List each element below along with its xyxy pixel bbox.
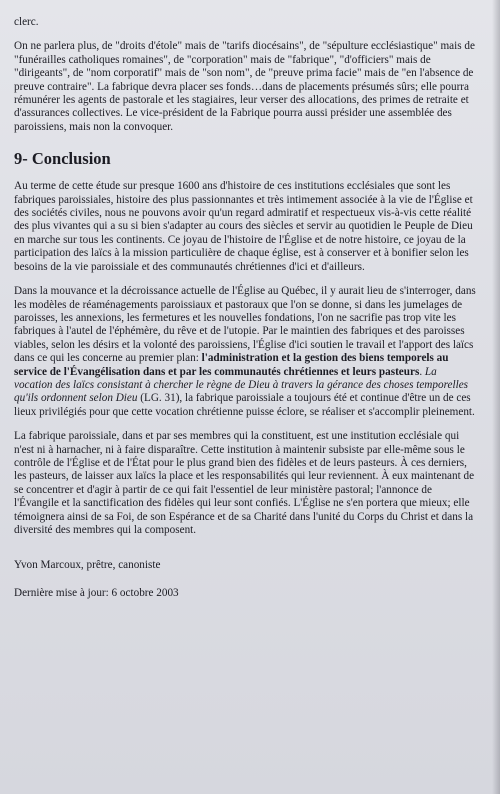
section-heading: 9- Conclusion bbox=[14, 149, 111, 169]
fragment-top: clerc. bbox=[14, 16, 39, 28]
paragraph-2-text-c: (LG. 31), la fabrique paroissiale a toujours été et continue d'être un de ces lieux privilégiés pour que cette vocation chrétienne puisse éclore, se réaliser et s'accomplir pleinement. bbox=[14, 392, 475, 418]
paragraph-intro: On ne parlera plus, de "droits d'étole" mais de "tarifs diocésains", de "sépulture ecclésiastique" mais de "funérailles catholiques romaines", de "corporation" mais de "fabrique", "d'officiers" mais de "dirigeants", de "nom corporatif" mais de "son nom", de "preuve prima facie" mais de "en l'absence de preuve contraire". La fabrique devra placer ses fonds…dans de placements présumés sûrs; elle pourra rémunérer les agents de pastorale et les stagiaires, leur verser des allocations, des primes de retraite et d'assurances collectives. Le vice-président de la Fabrique pourra aussi présider une assemblée des paroissiens, mais non la convoquer. bbox=[14, 40, 475, 133]
last-update: Dernière mise à jour: 6 octobre 2003 bbox=[14, 586, 179, 599]
paragraph-3: La fabrique paroissiale, dans et par ses membres qui la constituent, est une institution ecclésiale qui n'est ni à harnacher, ni à faire disparaître. Cette institution à maintenir subsiste par elle-même sous le contrôle de l'Église et de l'État pour le plus grand bien des fidèles et de leurs pasteurs. À ces derniers, les pasteurs, de laisser aux laïcs la place et les responsabilités qui leur reviennent. À eux maintenant de se concentrer et d'agir à partir de ce qui fait l'essentiel de leur ministère pastoral; l'annonce de l'Évangile et la sanctification des fidèles qui leur sont confiés. L'Église ne s'en portera que mieux; elle témoignera ainsi de sa Foi, de son Espérance et de sa Charité dans l'unité du Corps du Christ et dans la diversité des membres qui la composent. bbox=[14, 430, 475, 536]
paragraph-2-italic: La vocation des laïcs consistant à chercher le règne de Dieu à travers la gérance des choses temporelles qu'ils ordonnent selon Dieu bbox=[14, 365, 469, 405]
paragraph-2-text-a: Dans la mouvance et la décroissance actuelle de l'Église au Québec, il y aurait lieu de s'interroger, dans les modèles de réaménagements paroissiaux et pastoraux que l'on se donne, si dans les jumelages de paroisses, les annexions, les fermetures et les nouvelles fondations, l'on ne sacrifie pas trop vite les fabriques à l'autel de l'éphémère, du rêve et de l'utopie. Par le maintien des fabriques et des paroisses viables, selon les désirs et la volonté des paroissiens, l'Église d'ici soutien le travail et l'apport des laïcs dans ce qui les concerne au premier plan: bbox=[14, 285, 476, 365]
signature: Yvon Marcoux, prêtre, canoniste bbox=[14, 559, 161, 572]
paragraph-2-bold: l'administration et la gestion des biens temporels au service de l'Évangélisation dans et par les communautés chrétiennes et leurs pasteurs bbox=[14, 352, 449, 378]
paragraph-2-text-b: . bbox=[419, 365, 425, 378]
paragraph-1: Au terme de cette étude sur presque 1600 ans d'histoire de ces institutions ecclésiales que sont les fabriques paroissiales, histoire des plus passionnantes et très intimement associée à la vie de l'Église et des sociétés civiles, nous ne pouvons avoir qu'un regard admiratif et respectueux vis-à-vis cette réalité des plus vivantes qui a su si bien s'adapter au cours des siècles et servir au quotidien le Peuple de Dieu en marche sur tous les continents. Ce joyau de l'histoire de l'Église et de notre histoire, ce joyau de la participation des laïcs à la mission particulière de chaque église, est à conserver et à bonifier selon les besoins de la vie paroissiale et des communautés chrétiennes d'ici et d'ailleurs. bbox=[14, 180, 473, 273]
paragraph-2 bbox=[14, 285, 478, 419]
